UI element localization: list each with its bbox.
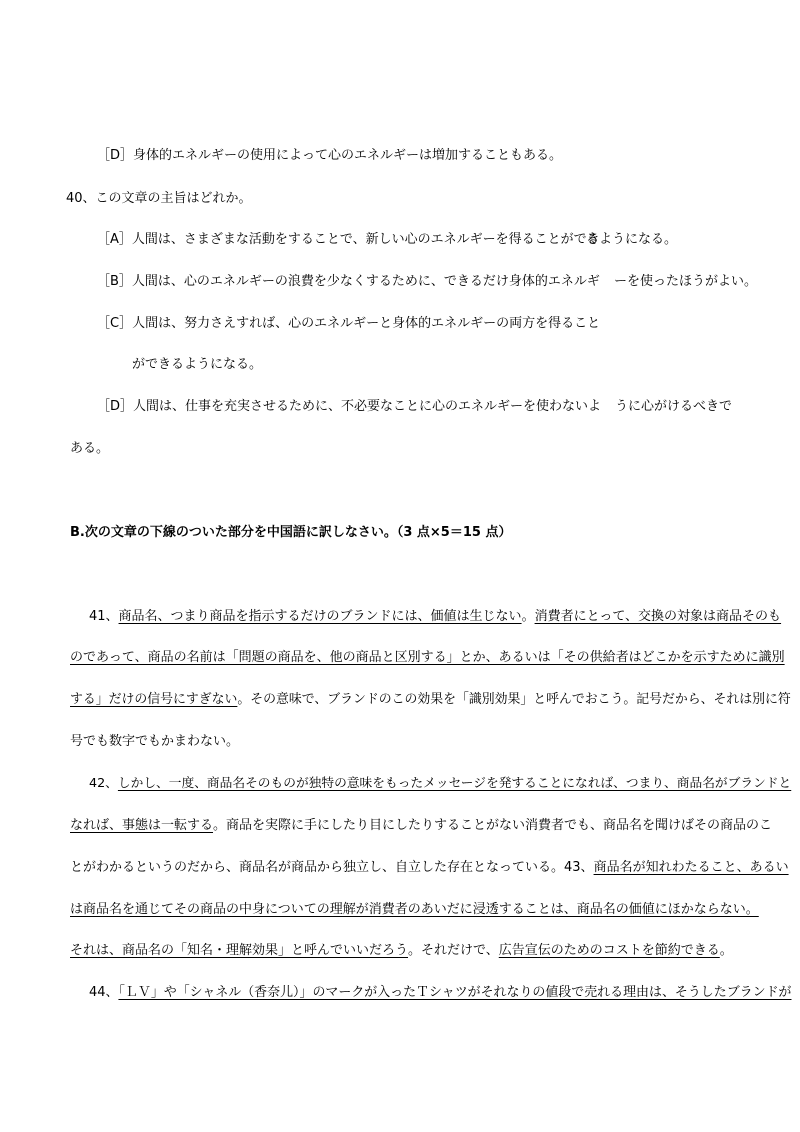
underlined-text: なれば、事態は一転する — [70, 818, 214, 833]
item-number-44: 44、 — [89, 985, 119, 1000]
passage-line-9 — [70, 942, 733, 960]
plain-text: 。 — [213, 818, 227, 833]
passage-line-3 — [70, 691, 791, 709]
q40-option-d-end: ある。 — [70, 441, 110, 456]
item-number-42: 42、 — [89, 776, 118, 791]
q39-option-d: ［D］身体的エネルギーの使用によって心のエネルギーは増加することもある。 — [97, 148, 563, 163]
q40-option-a-cont: るようになる。 — [586, 232, 678, 247]
underlined-text: のであって、商品の名前は「問題の商品を、他の商品と区別する」とか、あるいは「その供給者はどこかを示すために識別 — [70, 650, 785, 665]
q40-option-d: ［D］人間は、仕事を充実させるために、不必要なことに心のエネルギーを使わないよ — [97, 399, 602, 414]
underlined-text: は商品名を通じてその商品の中身についての理解が消費者のあいだに浸透することは、商品名の価値にほかならない。 — [70, 902, 759, 917]
item-number-43: 。43、 — [551, 860, 594, 875]
passage-line-2 — [70, 649, 785, 667]
passage-line-5 — [89, 775, 791, 793]
passage-line-1 — [89, 608, 781, 626]
q40-option-b: ［B］人間は、心のエネルギーの浪費を少なくするために、できるだけ身体的エネルギ — [97, 274, 600, 289]
passage-line-7 — [70, 859, 789, 877]
underlined-text: する」だけの信号にすぎない — [70, 692, 238, 707]
plain-text: 。それだけで、 — [408, 943, 499, 958]
q40-option-c: ［C］人間は、努力さえすれば、心のエネルギーと身体的エネルギーの両方を得ること — [97, 316, 601, 331]
passage-line-4 — [70, 733, 239, 751]
underlined-text: しかし、一度、商品名そのものが独特の意味をもったメッセージを発することになれば、つまり、商品名がブランドと — [117, 776, 792, 791]
q40-option-b-cont: ーを使ったほうがよい。 — [614, 274, 758, 289]
plain-text: 。 — [521, 609, 535, 624]
plain-text: とがわかるというのだから、商品名が商品から独立し、自立した存在となっている — [70, 860, 552, 875]
plain-text: 。その意味で、ブランドのこの効果を「識別効果」と呼んでおこう。記号だから、それは別に符 — [237, 692, 791, 707]
q40-option-c-cont: ができるようになる。 — [132, 357, 263, 372]
plain-text: 号でも数字でもかまわない。 — [70, 734, 240, 749]
underlined-text: 商品名が知れわたること、あるい — [593, 860, 789, 875]
underlined-text: 商品名、つまり商品を指示するだけのブランドには、価値は生じない — [118, 609, 522, 624]
plain-text: 商品を実際に手にしたり目にしたりすることがない消費者でも、商品名を聞けばその商品のこ — [226, 818, 773, 833]
passage-line-8 — [70, 901, 759, 919]
underlined-text: 「ＬＶ」や「シャネル（香奈儿）」のマークが入ったＴシャツがそれなりの値段で売れる理由は、そうしたブランドが — [118, 985, 792, 1000]
underlined-text: 広告宣伝のためのコストを節約できる — [498, 943, 720, 958]
q40-option-d-cont: うに心がけるべきで — [615, 399, 733, 414]
underlined-text: それは、商品名の「知名・理解効果」と呼んでいいだろう — [70, 943, 409, 958]
q40-option-a: ［A］人間は、さまざまな活動をすることで、新しい心のエネルギーを得ることができ — [97, 232, 600, 247]
section-b-heading: B.次の文章の下線のついた部分を中国語に訳しなさい。（3 点×5＝15 点） — [70, 525, 512, 540]
plain-text: 。 — [719, 943, 733, 958]
underlined-text: 消費者にとって、交換の対象は商品そのも — [534, 609, 782, 624]
q40-question: 40、この文章の主旨はどれか。 — [66, 191, 252, 206]
passage-line-6 — [70, 817, 772, 835]
passage-line-10 — [89, 984, 791, 1002]
item-number-41: 41、 — [89, 609, 119, 624]
